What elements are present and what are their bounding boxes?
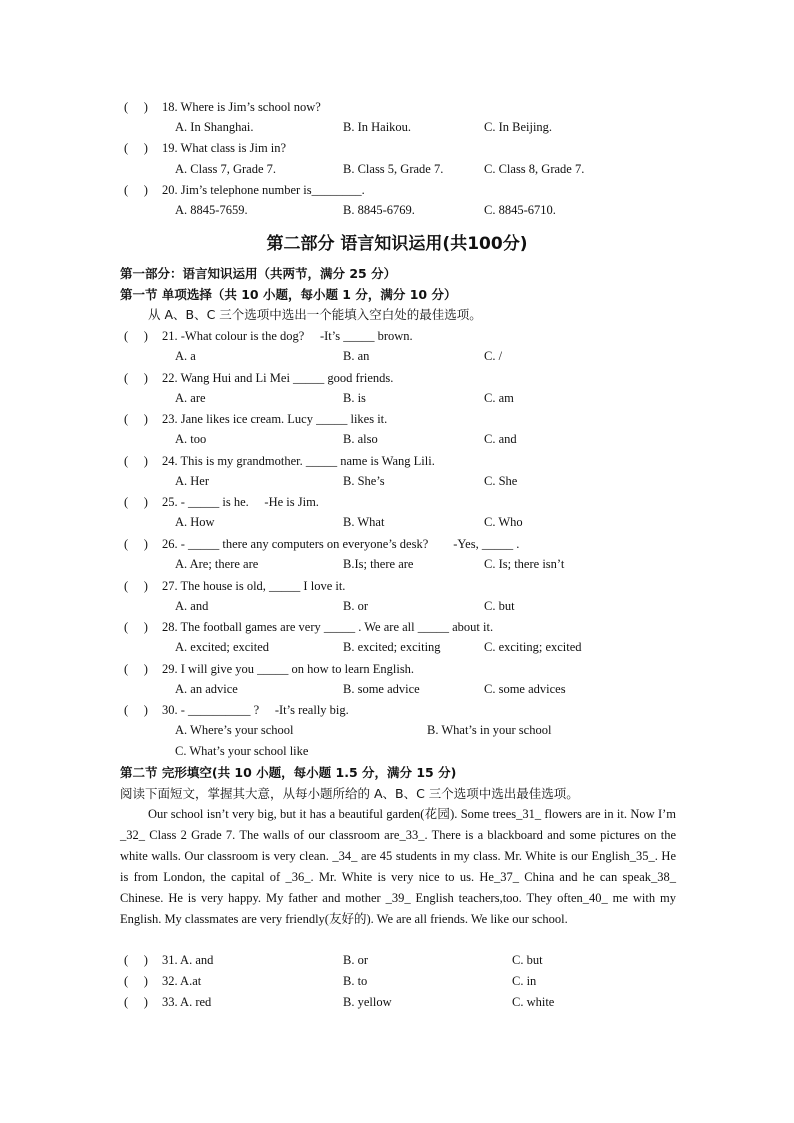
- option-a: A. and: [175, 599, 209, 613]
- answer-paren: ( ): [124, 495, 148, 509]
- answer-paren: ( ): [124, 412, 148, 426]
- option-a: A. Class 7, Grade 7.: [175, 162, 277, 176]
- question-text: 30. - __________ ? -It’s really big.: [162, 703, 349, 717]
- option-a: A. excited; excited: [175, 640, 270, 654]
- option-a: A. How: [175, 515, 215, 529]
- answer-paren: ( ): [124, 974, 148, 988]
- section1-instruction: 从 A、B、C 三个选项中选出一个能填入空白处的最佳选项。: [148, 307, 482, 322]
- subpart-title: 第一部分：语言知识运用（共两节，满分 25 分）: [120, 266, 397, 281]
- option-a: A. Her: [175, 474, 210, 488]
- option-a: A. 8845-7659.: [175, 203, 248, 217]
- answer-paren: ( ): [124, 141, 148, 155]
- question-text: 33. A. red: [162, 995, 212, 1009]
- answer-paren: ( ): [124, 537, 148, 551]
- option-c: C. In Beijing.: [484, 120, 553, 134]
- question-text: 28. The football games are very _____ . We are all _____ about it.: [162, 620, 494, 634]
- answer-paren: ( ): [124, 953, 148, 967]
- answer-paren: ( ): [124, 371, 148, 385]
- option-c: C. Is; there isn’t: [484, 557, 565, 571]
- answer-paren: ( ): [124, 620, 148, 634]
- question-text: 27. The house is old, _____ I love it.: [162, 579, 346, 593]
- section1-title: 第一节 单项选择（共 10 小题，每小题 1 分，满分 10 分）: [120, 287, 457, 302]
- question-text: 21. -What colour is the dog? -It’s _____ brown.: [162, 329, 413, 343]
- option-a: A. Are; there are: [175, 557, 259, 571]
- option-b: B. She’s: [343, 474, 385, 488]
- option-a: A. too: [175, 432, 207, 446]
- option-b: B. 8845-6769.: [343, 203, 415, 217]
- question-text: 24. This is my grandmother. _____ name is Wang Lili.: [162, 454, 435, 468]
- option-b: B.Is; there are: [343, 557, 414, 571]
- option-a: A. a: [175, 349, 196, 363]
- option-b: B. an: [343, 349, 370, 363]
- answer-paren: ( ): [124, 995, 148, 1009]
- option-c: C. and: [484, 432, 517, 446]
- option-c: C. What’s your school like: [175, 744, 309, 758]
- option-b: B. Class 5, Grade 7.: [343, 162, 444, 176]
- option-b: B. also: [343, 432, 378, 446]
- option-c: C. Who: [484, 515, 523, 529]
- option-c: C. in: [512, 974, 537, 988]
- option-b: B. is: [343, 391, 366, 405]
- option-c: C. some advices: [484, 682, 566, 696]
- option-b: B. What’s in your school: [427, 723, 552, 737]
- part-title: 第二部分 语言知识运用(共100分): [266, 234, 528, 254]
- option-b: B. excited; exciting: [343, 640, 441, 654]
- option-b: B. some advice: [343, 682, 420, 696]
- answer-paren: ( ): [124, 454, 148, 468]
- option-a: A. an advice: [175, 682, 238, 696]
- option-b: B. or: [343, 953, 368, 967]
- option-a: A. In Shanghai.: [175, 120, 254, 134]
- question-text: 31. A. and: [162, 953, 214, 967]
- cloze-passage: Our school isn’t very big, but it has a beautiful garden(花园). Some trees_31_ flowers are in it. Now I’m _32_ Class 2 Grade 7. The walls of our classroom are_33_. There is a blackboard and some pictures on the white walls. Our classroom is very clean. _34_ are 45 students in my class. Mr. White is our English_35_. He is from London, the capital of _36_. Mr. White is very nice to us. He_37_ China and he can speak_38_ Chinese. He is very happy. My father and mother _39_ English teachers,too. They often_40_ me with my English. My classmates are very friendly(友好的). We are all friends. We like our school.: [120, 807, 676, 926]
- option-b: B. yellow: [343, 995, 392, 1009]
- option-b: B. to: [343, 974, 368, 988]
- answer-paren: ( ): [124, 703, 148, 717]
- answer-paren: ( ): [124, 100, 148, 114]
- option-b: B. In Haikou.: [343, 120, 412, 134]
- answer-paren: ( ): [124, 579, 148, 593]
- option-c: C. Class 8, Grade 7.: [484, 162, 585, 176]
- section2-title: 第二节 完形填空(共 10 小题，每小题 1.5 分，满分 15 分): [120, 765, 457, 780]
- option-c: C. /: [484, 349, 503, 363]
- option-c: C. She: [484, 474, 518, 488]
- question-text: 29. I will give you _____ on how to learn English.: [162, 662, 415, 676]
- option-b: B. What: [343, 515, 385, 529]
- question-text: 23. Jane likes ice cream. Lucy _____ likes it.: [162, 412, 388, 426]
- option-a: A. are: [175, 391, 206, 405]
- question-text: 25. - _____ is he. -He is Jim.: [162, 495, 319, 509]
- answer-paren: ( ): [124, 329, 148, 343]
- option-c: C. 8845-6710.: [484, 203, 556, 217]
- answer-paren: ( ): [124, 183, 148, 197]
- question-text: 19. What class is Jim in?: [162, 141, 287, 155]
- answer-paren: ( ): [124, 662, 148, 676]
- question-text: 18. Where is Jim’s school now?: [162, 100, 321, 114]
- option-a: A. Where’s your school: [175, 723, 294, 737]
- option-c: C. but: [484, 599, 515, 613]
- question-text: 32. A.at: [162, 974, 202, 988]
- section2-instruction: 阅读下面短文，掌握其大意，从每小题所给的 A、B、C 三个选项中选出最佳选项。: [120, 786, 579, 801]
- question-text: 22. Wang Hui and Li Mei _____ good friends.: [162, 371, 394, 385]
- question-text: 26. - _____ there any computers on everyone’s desk? -Yes, _____ .: [162, 537, 520, 551]
- option-c: C. white: [512, 995, 555, 1009]
- option-c: C. exciting; excited: [484, 640, 582, 654]
- option-c: C. but: [512, 953, 543, 967]
- question-text: 20. Jim’s telephone number is________.: [162, 183, 365, 197]
- option-c: C. am: [484, 391, 514, 405]
- option-b: B. or: [343, 599, 368, 613]
